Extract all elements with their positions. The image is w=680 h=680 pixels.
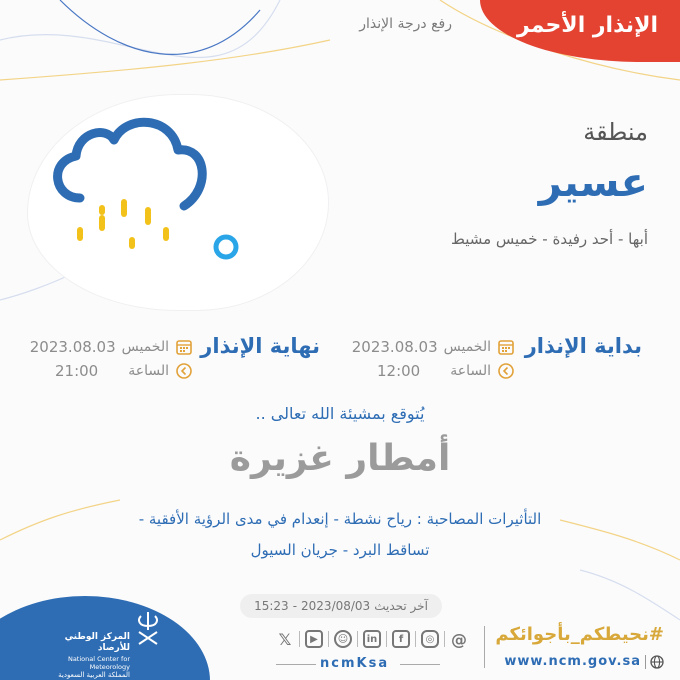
start-time-label: الساعة [450,363,491,379]
end-time-label: الساعة [128,363,169,379]
arrow-circle-icon [497,362,515,380]
footer-divider [484,626,485,668]
divider [386,631,387,647]
logo-arabic-name: المركز الوطني للأرصاد [64,632,130,654]
website-link[interactable] [504,654,664,669]
threads-icon[interactable]: @ [451,629,467,649]
hashtag: #نحيطكم_بأجوائكم [495,624,664,645]
x-icon[interactable]: 𝕏 [278,629,292,649]
last-updated [240,594,442,618]
handle-line-left [276,664,316,665]
ncm-logo-text [30,632,130,680]
end-date: 2023.08.03 [29,338,116,356]
divider [444,631,445,647]
start-time-line [377,362,515,380]
social-icons [276,630,468,648]
updated-time: 15:23 [254,599,289,613]
end-title: نهاية الإنذار [200,334,320,358]
start-date: 2023.08.03 [351,338,438,356]
updated-label: آخر تحديث [374,599,428,613]
website-url[interactable]: www.ncm.gov.sa [504,654,641,669]
youtube-icon[interactable]: ▶ [305,630,323,648]
calendar-icon [497,338,515,356]
forecast-intro: يُتوقع بمشيئة الله تعالى .. [255,404,425,423]
end-day: الخميس [121,339,169,355]
start-title: بداية الإنذار [524,334,642,358]
forecast-headline: أمطار غزيرة [229,438,451,479]
facebook-icon[interactable]: f [392,630,410,648]
updated-sep: - [292,599,298,613]
region-label: منطقة [583,118,648,146]
effects-line-2: تساقط البرد - جريان السيول [250,541,430,559]
saudi-emblem-icon [135,610,161,650]
alert-level-title: الإنذار الأحمر [517,13,658,38]
end-time: 21:00 [54,362,99,380]
divider [299,631,300,647]
start-date-line [352,338,515,356]
globe-icon [650,655,664,669]
divider [328,631,329,647]
end-time-line [55,362,193,380]
snapchat-icon[interactable]: ☺ [334,630,352,648]
start-day: الخميس [443,339,491,355]
logo-english-name: National Center for Meteorology [67,654,130,671]
arrow-circle-icon [175,362,193,380]
calendar-icon [175,338,193,356]
updated-date: 2023/08/03 [301,599,371,613]
linkedin-icon[interactable]: in [363,630,381,648]
handle-line-right [400,664,440,665]
region-name: عسير [538,160,648,206]
social-handle[interactable]: ncmKsa [320,656,390,671]
start-time: 12:00 [376,362,421,380]
divider [415,631,416,647]
raise-level-label: رفع درجة الإنذار [359,16,452,32]
divider [357,631,358,647]
effects-line-1: التأثيرات المصاحبة : رياح نشطة - إنعدام في مدى الرؤية الأفقية - [138,510,542,528]
logo-arabic-country: المملكة العربية السعودية [58,670,130,679]
rain-cloud-icon [40,110,250,270]
region-cities: أبها - أحد رفيدة - خميس مشيط [450,230,648,248]
end-date-line [30,338,193,356]
instagram-icon[interactable]: ◎ [421,630,439,648]
